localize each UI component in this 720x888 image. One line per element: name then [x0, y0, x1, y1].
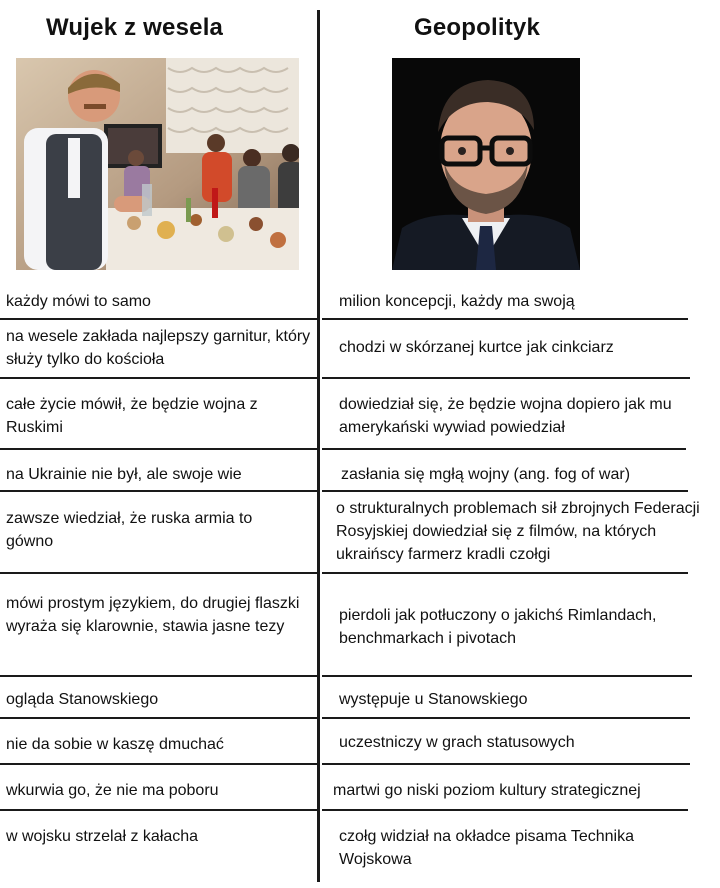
right-cell-3: dowiedział się, że będzie wojna dopiero jak mu amerykański wywiad powiedział	[339, 396, 672, 436]
right-cell-2: chodzi w skórzanej kurtce jak cinkciarz	[339, 339, 614, 356]
right-cell-7: występuje u Stanowskiego	[339, 691, 528, 708]
right-cell-6: pierdoli jak potłuczony o jakichś Rimlandach, benchmarkach i pivotach	[339, 607, 657, 647]
row-divider-right-6	[322, 675, 692, 677]
geopolitician-portrait-photo	[392, 58, 580, 270]
right-cell-5: o strukturalnych problemach sił zbrojnych Federacji Rosyjskiej dowiedział się z filmów, na których ukraińscy farmerz kradli czołgi	[336, 500, 700, 563]
row-divider-left-3	[0, 448, 318, 450]
center-divider	[317, 10, 320, 882]
row-divider-right-4	[322, 490, 688, 492]
left-cell-6: mówi prostym językiem, do drugiej flaszki wyraża się klarownie, stawia jasne tezy	[6, 595, 300, 635]
left-cell-10: w wojsku strzelał z kałacha	[6, 828, 199, 845]
row-divider-left-1	[0, 318, 318, 320]
row-divider-left-8	[0, 763, 318, 765]
right-cell-8: uczestniczy w grach statusowych	[339, 734, 575, 751]
row-divider-left-9	[0, 809, 318, 811]
row-divider-left-2	[0, 377, 318, 379]
left-cell-3: całe życie mówił, że będzie wojna z Ruskimi	[6, 396, 258, 436]
left-cell-8: nie da sobie w kaszę dmuchać	[6, 736, 224, 753]
left-cell-1: każdy mówi to samo	[6, 293, 151, 310]
right-cell-9: martwi go niski poziom kultury strategicznej	[333, 782, 641, 799]
right-cell-4: zasłania się mgłą wojny (ang. fog of war)	[341, 466, 631, 483]
right-cell-1: milion koncepcji, każdy ma swoją	[339, 293, 575, 310]
row-divider-left-4	[0, 490, 318, 492]
left-cell-9: wkurwia go, że nie ma poboru	[6, 782, 219, 799]
left-cell-5: zawsze wiedział, że ruska armia to gówno	[6, 510, 253, 550]
row-divider-right-8	[322, 763, 690, 765]
row-divider-left-7	[0, 717, 318, 719]
row-divider-right-5	[322, 572, 688, 574]
row-divider-right-9	[322, 809, 688, 811]
left-cell-4: na Ukrainie nie był, ale swoje wie	[6, 466, 242, 483]
row-divider-right-1	[322, 318, 688, 320]
right-column-title: Geopolityk	[414, 14, 541, 41]
left-cell-7: ogląda Stanowskiego	[6, 691, 159, 708]
right-cell-10: czołg widział na okładce pisama Technika Wojskowa	[339, 828, 634, 868]
row-divider-left-6	[0, 675, 318, 677]
wedding-uncle-photo	[16, 58, 299, 270]
left-column-title: Wujek z wesela	[46, 14, 224, 41]
row-divider-right-2	[322, 377, 690, 379]
row-divider-right-7	[322, 717, 690, 719]
row-divider-left-5	[0, 572, 318, 574]
left-cell-2: na wesele zakłada najlepszy garnitur, który służy tylko do kościoła	[6, 328, 311, 368]
row-divider-right-3	[322, 448, 686, 450]
